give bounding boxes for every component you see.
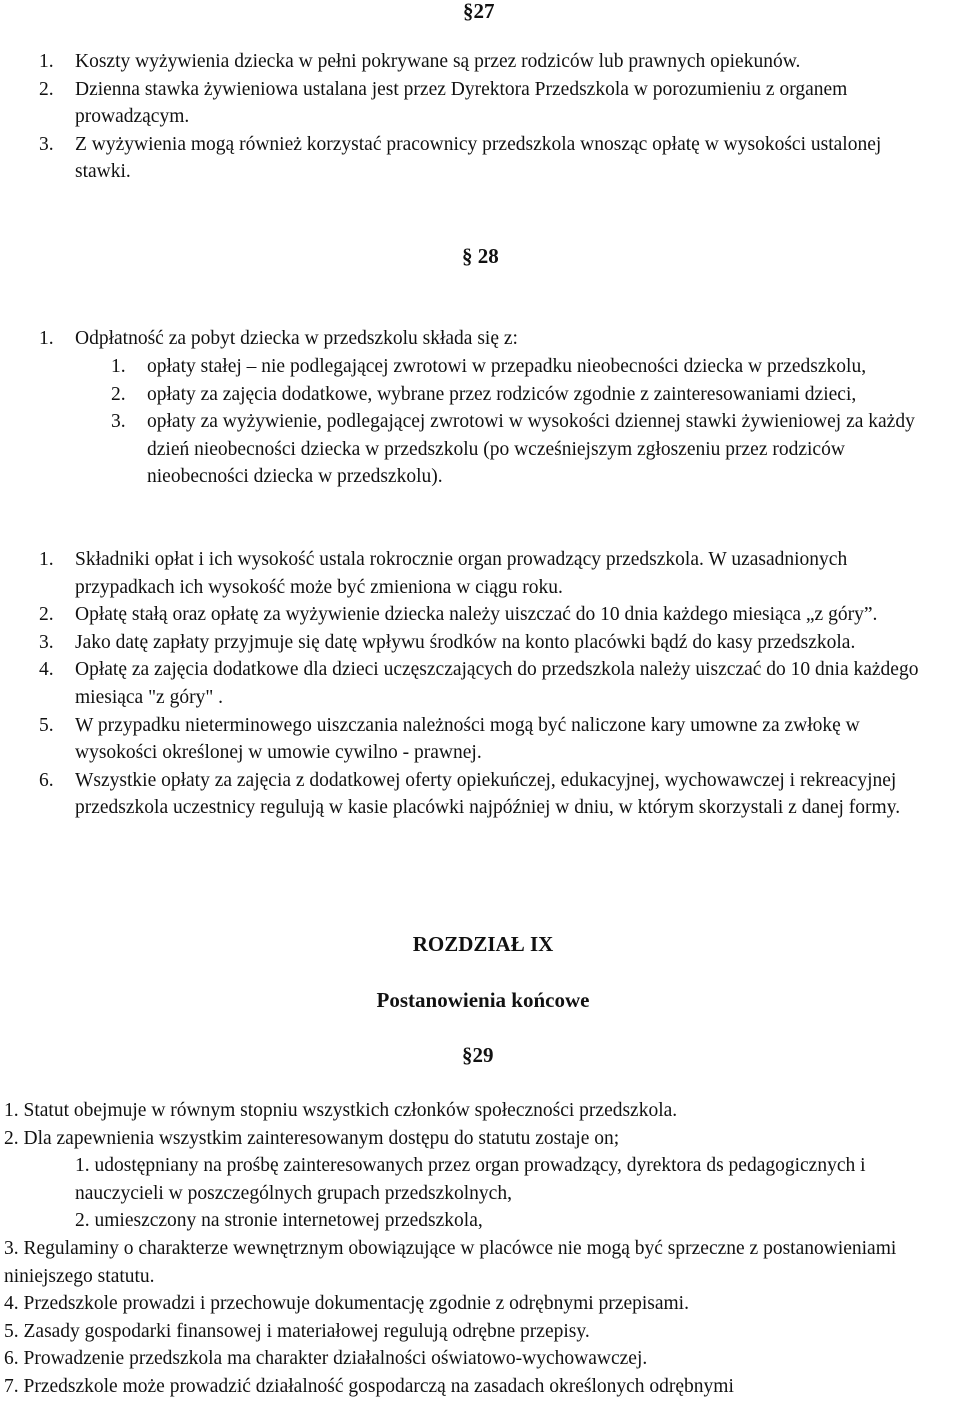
list-item: 2. Dzienna stawka żywieniowa ustalana jest przez Dyrektora Przedszkola w porozumieniu z organem prowadzącym. — [39, 78, 848, 128]
list-item: 2. Opłatę stałą oraz opłatę za wyżywienie dziecka należy uiszczać do 10 dnia każdego miesiąca „z góry”. — [39, 604, 878, 626]
list-item: 3. Z wyżywienia mogą również korzystać pracownicy przedszkola wnosząc opłatę w wysokości ustalonej stawki. — [39, 133, 882, 183]
list-item: 1. Składniki opłat i ich wysokość ustala rokrocznie organ prowadzący przedszkola. W uzasadnionych przypadkach ich wysokość może być zmieniona w ciągu roku. — [39, 549, 848, 598]
list-item: 2. Dla zapewnienia wszystkim zainteresowanym dostępu do statutu zostaje on; — [4, 1127, 620, 1149]
section-28-intro — [39, 325, 895, 353]
list-item: 1. Statut obejmuje w równym stopniu wszystkich członków społeczności przedszkola. — [4, 1100, 678, 1121]
list-item: 3. Jako datę zapłaty przyjmuje się datę wpływu środków na konto placówki bądź do kasy przedszkola. — [39, 631, 856, 653]
section-28-sublist — [111, 353, 947, 491]
list-item: 1. udostępniany na prośbę zainteresowanych przez organ prowadzący, dyrektora ds pedagogicznych i nauczycieli w poszczególnych grupach przedszkolnych, — [75, 1155, 866, 1204]
section-28-list — [39, 546, 935, 822]
list-item: 4. Opłatę za zajęcia dodatkowe dla dzieci uczęszczających do przedszkola należy uiszczać do 10 dnia każdego miesiąca "z góry" . — [39, 659, 919, 708]
list-item: 2. opłaty za zajęcia dodatkowe, wybrane przez rodziców zgodnie z zainteresowaniami dzieci, — [111, 383, 857, 405]
chapter-subtitle: Postanowienia końcowe — [376, 988, 590, 1012]
list-item: 1. Koszty wyżywienia dziecka w pełni pokrywane są przez rodziców lub prawnych opiekunów. — [39, 51, 801, 72]
list-item: 1. opłaty stałej – nie podlegającej zwrotowi w przepadku nieobecności dziecka w przedszkolu, — [111, 356, 867, 377]
section-29-title: §29 — [462, 1043, 494, 1067]
list-item: 5. W przypadku nieterminowego uiszczania należności mogą być naliczone kary umowne za zwłokę w wysokości określonej w umowie cywilno - prawnej. — [39, 714, 860, 764]
section-27-list — [39, 48, 895, 186]
list-item: 3. Regulaminy o charakterze wewnętrznym obowiązujące w placówce nie mogą być sprzeczne z postanowieniami niniejszego statutu. — [4, 1237, 897, 1287]
list-item: 2. umieszczony na stronie internetowej przedszkola, — [75, 1210, 483, 1232]
section-28-title: § 28 — [462, 244, 499, 268]
chapter-title: ROZDZIAŁ IX — [412, 932, 554, 956]
section-27-title: §27 — [463, 0, 495, 23]
section-29-text — [4, 1097, 944, 1401]
list-item: 1. Odpłatność za pobyt dziecka w przedszkolu składa się z: — [39, 328, 518, 349]
list-item: 4. Przedszkole prowadzi i przechowuje dokumentację zgodnie z odrębnymi przepisami. — [4, 1293, 689, 1315]
list-item: 3. opłaty za wyżywienie, podlegającej zwrotowi w wysokości dziennej stawki żywieniowej za każdy dzień nieobecności dziecka w przedszkolu (po wcześniejszym zgłoszeniu przez rodziców nieobecności dziecka w przedszkolu). — [111, 411, 915, 488]
list-item: 7. Przedszkole może prowadzić działalność gospodarczą na zasadach określonych odrębnymi — [4, 1375, 734, 1397]
list-item: 6. Wszystkie opłaty za zajęcia z dodatkowej oferty opiekuńczej, edukacyjnej, wychowawczej i rekreacyjnej przedszkola uczestnicy regulują w kasie placówki najpóźniej w dniu, w którym skorzystali z danej formy. — [39, 769, 901, 819]
list-item: 5. Zasady gospodarki finansowej i materiałowej regulują odrębne przepisy. — [4, 1320, 590, 1342]
list-item: 6. Prowadzenie przedszkola ma charakter działalności oświatowo-wychowawczej. — [4, 1348, 648, 1370]
